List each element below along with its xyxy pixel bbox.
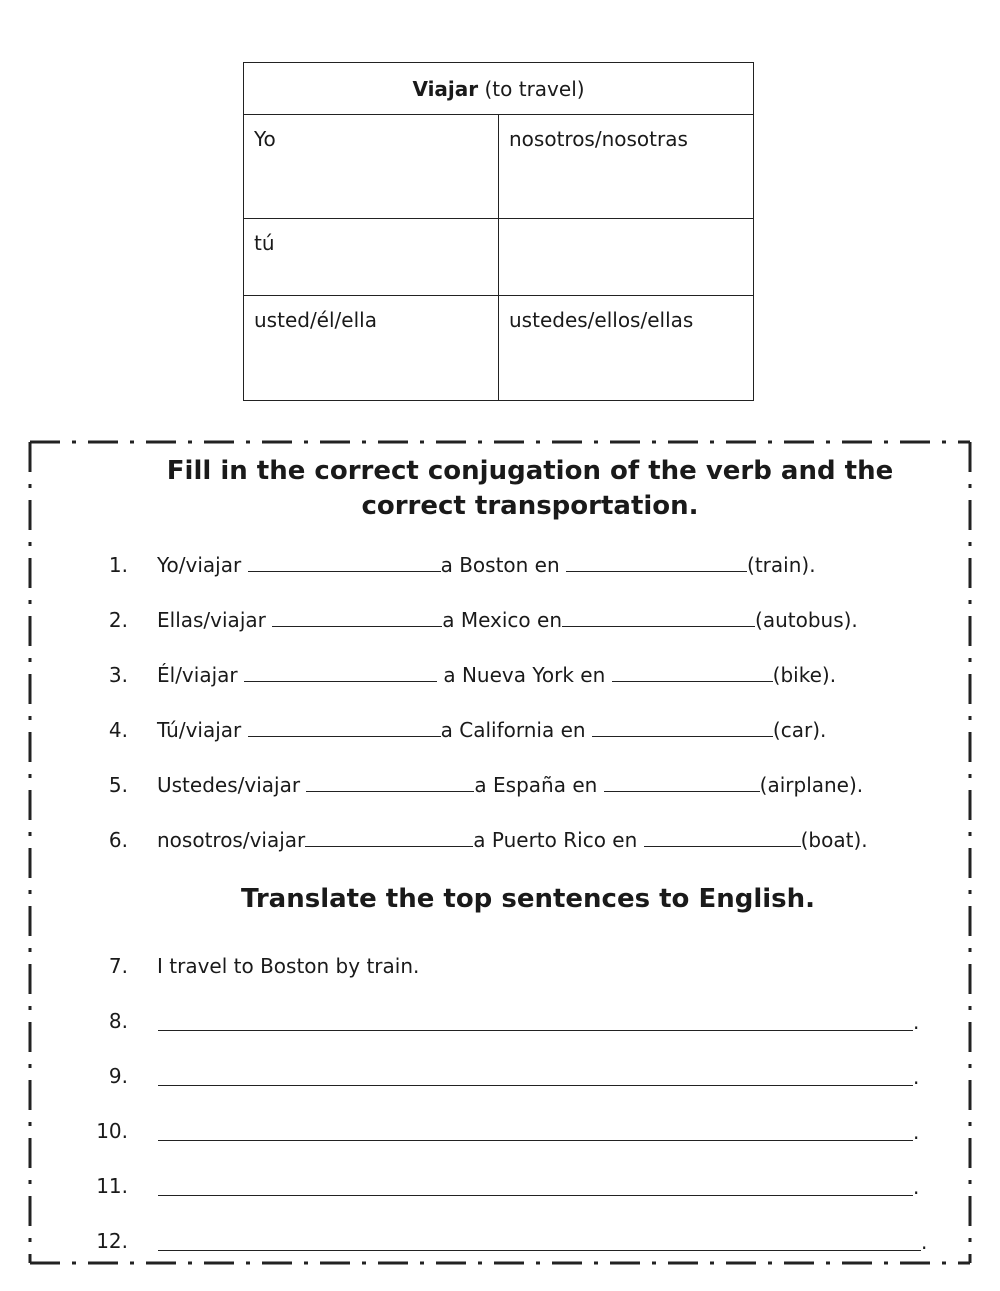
period: . [921, 1230, 928, 1254]
answer-line[interactable] [158, 1008, 913, 1031]
instructions-heading: Fill in the correct conjugation of the verb and the correct transportation. [166, 456, 894, 521]
item-number: 4. [108, 718, 128, 742]
answer-line[interactable] [158, 1118, 913, 1141]
conjugation-blank[interactable] [248, 552, 441, 572]
item-number: 10. [96, 1119, 128, 1143]
item-number: 6. [108, 828, 128, 852]
cell-ustedes[interactable]: ustedes/ellos/ellas [499, 296, 754, 401]
item-destination: a Boston en [440, 553, 560, 577]
item-destination: a Mexico en [442, 608, 563, 632]
item-transport: (bike). [772, 663, 837, 687]
verb-meaning: (to travel) [484, 76, 585, 101]
item-number: 12. [96, 1229, 128, 1253]
item-transport: (autobus). [755, 608, 858, 632]
item-subject: Yo/viajar [157, 553, 242, 577]
cell-empty[interactable] [499, 219, 754, 296]
item-transport: (car). [772, 718, 827, 742]
period: . [913, 1120, 920, 1144]
conjugation-blank[interactable] [244, 662, 437, 682]
item-number: 1. [108, 553, 128, 577]
exercise-item-2 [0, 605, 1000, 635]
conjugation-blank[interactable] [248, 717, 441, 737]
transport-blank[interactable] [566, 552, 747, 572]
cell-usted[interactable]: usted/él/ella [244, 296, 499, 401]
item-destination: a Nueva York en [443, 663, 606, 687]
item-destination: a California en [440, 718, 586, 742]
translate-heading: Translate the top sentences to English. [240, 884, 816, 914]
period: . [913, 1065, 920, 1089]
conjugation-blank[interactable] [272, 607, 442, 627]
item-number: 11. [96, 1174, 128, 1198]
transport-blank[interactable] [644, 827, 801, 847]
conjugation-blank[interactable] [305, 827, 473, 847]
period: . [913, 1010, 920, 1034]
cell-yo[interactable]: Yo [244, 115, 499, 219]
conjugation-table [243, 62, 754, 401]
exercise-item-3 [0, 660, 1000, 690]
conjugation-blank[interactable] [306, 772, 474, 792]
exercise-item-6 [0, 825, 1000, 855]
exercise-item-1 [0, 550, 1000, 580]
table-header [244, 63, 754, 115]
item-subject: Tú/viajar [157, 718, 242, 742]
transport-blank[interactable] [592, 717, 773, 737]
item-destination: a España en [474, 773, 598, 797]
item-subject: Ustedes/viajar [157, 773, 301, 797]
item-subject: Ellas/viajar [157, 608, 266, 632]
item-subject: nosotros/viajar [157, 828, 306, 852]
transport-blank[interactable] [604, 772, 760, 792]
exercise-item-5 [0, 770, 1000, 800]
item-number: 5. [108, 773, 128, 797]
example-item-7 [0, 951, 1000, 981]
item-transport: (airplane). [759, 773, 864, 797]
answer-line[interactable] [158, 1173, 913, 1196]
item-subject: Él/viajar [157, 663, 238, 687]
item-transport: (train). [747, 553, 816, 577]
transport-blank[interactable] [562, 607, 755, 627]
verb-name: Viajar [412, 76, 479, 101]
example-sentence: I travel to Boston by train. [157, 954, 420, 978]
item-number: 3. [108, 663, 128, 687]
cell-nosotros[interactable]: nosotros/nosotras [499, 115, 754, 219]
answer-line[interactable] [158, 1063, 913, 1086]
item-number: 9. [108, 1064, 128, 1088]
item-destination: a Puerto Rico en [473, 828, 638, 852]
exercise-item-4 [0, 715, 1000, 745]
item-transport: (boat). [800, 828, 868, 852]
transport-blank[interactable] [612, 662, 773, 682]
period: . [913, 1175, 920, 1199]
answer-line[interactable] [158, 1228, 921, 1251]
item-number: 8. [108, 1009, 128, 1033]
item-number: 7. [108, 954, 128, 978]
item-number: 2. [108, 608, 128, 632]
cell-tu[interactable]: tú [244, 219, 499, 296]
